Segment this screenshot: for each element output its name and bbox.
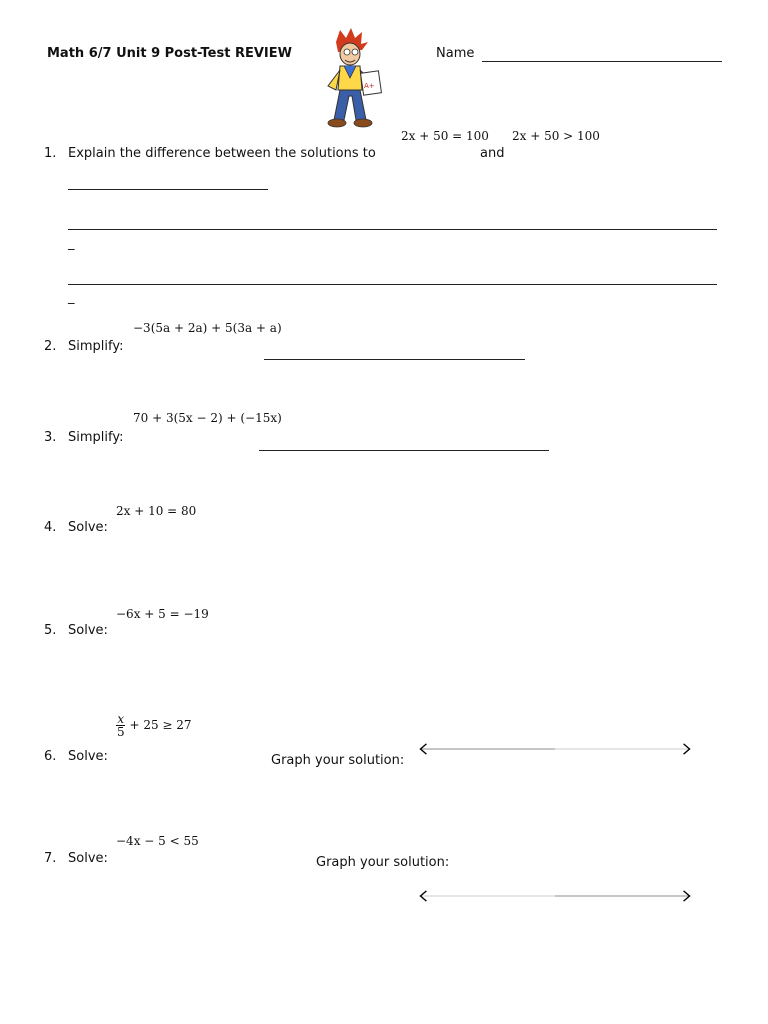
q2-answer-line[interactable] [264, 359, 525, 360]
q1-equation-1: 2x + 50 = 100 [401, 129, 489, 143]
q1-answer-line-2-trail: _ [68, 236, 75, 251]
q3-answer-line[interactable] [259, 450, 549, 451]
worksheet-title: Math 6/7 Unit 9 Post-Test REVIEW [47, 46, 292, 61]
q5-number: 5. [44, 623, 57, 638]
q1-answer-line-2[interactable] [68, 229, 717, 230]
q7-expression: −4x − 5 < 55 [116, 834, 199, 848]
q7-number: 7. [44, 851, 57, 866]
q4-number: 4. [44, 520, 57, 535]
q3-number: 3. [44, 430, 57, 445]
q6-graph-label: Graph your solution: [271, 753, 405, 768]
q2-label: Simplify: [68, 339, 124, 354]
q3-label: Simplify: [68, 430, 124, 445]
q6-label: Solve: [68, 749, 108, 764]
q2-number: 2. [44, 339, 57, 354]
q1-equation-2: 2x + 50 > 100 [512, 129, 600, 143]
q6-number: 6. [44, 749, 57, 764]
q4-expression: 2x + 10 = 80 [116, 504, 197, 518]
name-label: Name [436, 46, 475, 61]
q4-label: Solve: [68, 520, 108, 535]
q1-and: and [480, 146, 505, 161]
q7-number-line[interactable] [395, 890, 715, 902]
q1-answer-line-3-trail: _ [68, 290, 75, 305]
q2-expression: −3(5a + 2a) + 5(3a + a) [133, 321, 282, 335]
q3-expression: 70 + 3(5x − 2) + (−15x) [133, 411, 282, 425]
q1-answer-line-3[interactable] [68, 284, 717, 285]
q6-number-line[interactable] [395, 743, 715, 755]
q7-label: Solve: [68, 851, 108, 866]
name-field[interactable] [482, 61, 722, 62]
q1-answer-line-1[interactable] [68, 189, 268, 190]
q5-expression: −6x + 5 = −19 [116, 607, 209, 621]
q6-fraction: $\frac{x}{5}$ [117, 712, 125, 739]
q5-label: Solve: [68, 623, 108, 638]
q1-prompt: Explain the difference between the solutions to [68, 146, 376, 161]
q1-number: 1. [44, 146, 57, 161]
q6-expression: $\frac{x}{5}$ + 25 ≥ 27 [117, 712, 192, 739]
q7-graph-label: Graph your solution: [316, 855, 450, 870]
paper-grade-text: A+ [364, 82, 375, 90]
teacher-clipart [318, 28, 388, 130]
